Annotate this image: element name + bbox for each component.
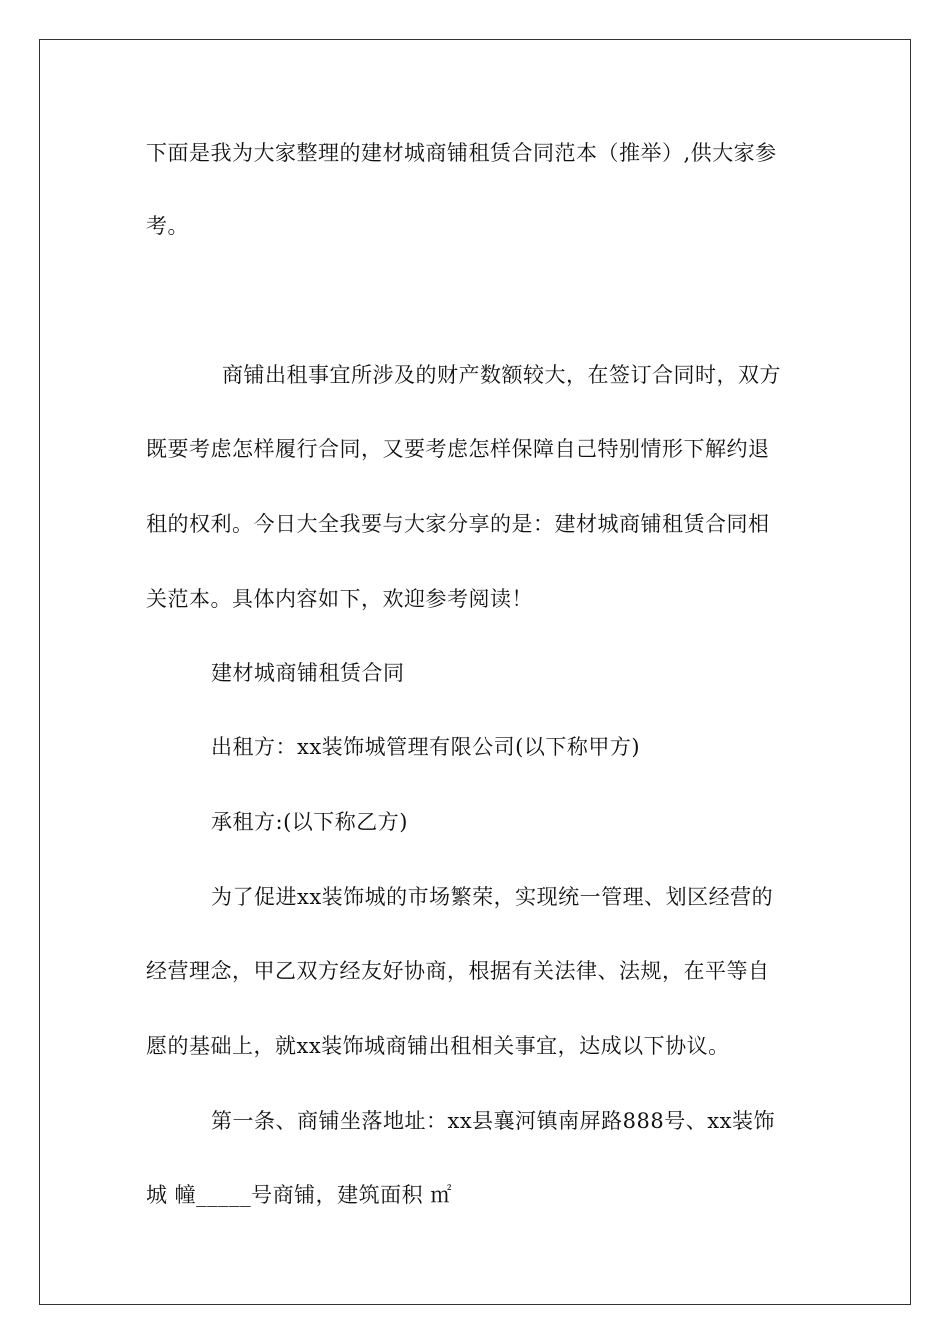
article-1-line-2: 城 幢_____号商铺，建筑面积 ㎡ bbox=[146, 1183, 452, 1207]
paragraph-2-line-2: 经营理念，甲乙双方经友好协商，根据有关法律、法规，在平等自 bbox=[146, 959, 770, 983]
lessor-line: 出租方：xx装饰城管理有限公司(以下称甲方) bbox=[211, 735, 641, 759]
paragraph-1-line-4: 关范本。具体内容如下，欢迎参考阅读！ bbox=[146, 587, 533, 611]
lessee-line: 承租方:(以下称乙方) bbox=[211, 810, 408, 834]
paragraph-2-line-1: 为了促进xx装饰城的市场繁荣，实现统一管理、划区经营的 bbox=[211, 885, 774, 909]
paragraph-1-line-2: 既要考虑怎样履行合同，又要考虑怎样保障自己特别情形下解约退 bbox=[146, 437, 770, 461]
paragraph-2-line-3: 愿的基础上，就xx装饰城商铺出租相关事宜，达成以下协议。 bbox=[146, 1034, 730, 1058]
paragraph-1-line-1: 商铺出租事宜所涉及的财产数额较大，在签订合同时，双方 bbox=[222, 363, 781, 387]
paragraph-1-line-3: 租的权利。今日大全我要与大家分享的是：建材城商铺租赁合同相 bbox=[146, 512, 770, 536]
intro-line-2: 考。 bbox=[146, 214, 189, 238]
intro-line-1: 下面是我为大家整理的建材城商铺租赁合同范本（推举）,供大家参 bbox=[146, 141, 777, 165]
article-1-line-1: 第一条、商铺坐落地址：xx县襄河镇南屏路888号、xx装饰 bbox=[211, 1109, 775, 1133]
contract-title: 建材城商铺租赁合同 bbox=[211, 661, 405, 685]
